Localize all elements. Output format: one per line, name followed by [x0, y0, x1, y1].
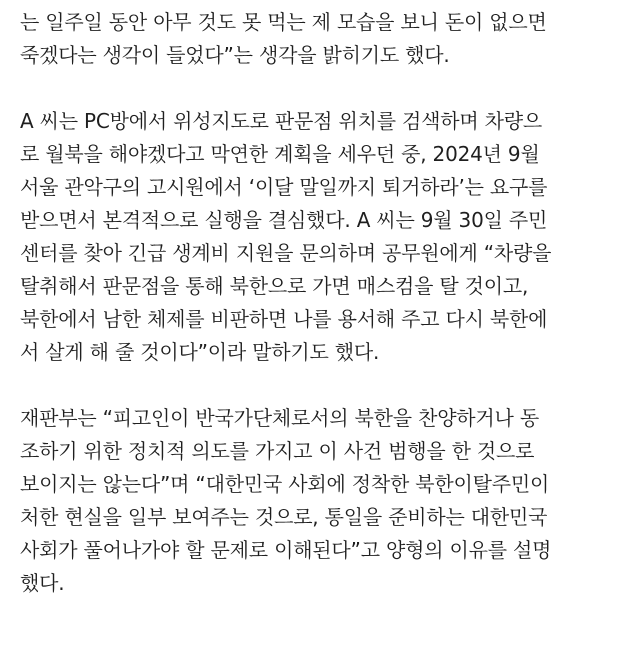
paragraph-line: A 씨는 PC방에서 위성지도로 판문점 위치를 검색하며 차량으	[20, 109, 542, 133]
paragraph-spacer	[20, 369, 622, 402]
paragraph-line: 처한 현실을 일부 보여주는 것으로, 통일을 준비하는 대한민국	[20, 505, 548, 529]
paragraph-line: 북한에서 남한 체제를 비판하면 나를 용서해 주고 다시 북한에	[20, 307, 548, 331]
paragraph-line: 탈취해서 판문점을 통해 북한으로 가면 매스컴을 탈 것이고,	[20, 274, 529, 298]
paragraph-line: 서울 관악구의 고시원에서 ‘이달 말일까지 퇴거하라’는 요구를	[20, 175, 548, 199]
paragraph-line: 센터를 찾아 긴급 생계비 지원을 문의하며 공무원에게 “차량을	[20, 241, 552, 265]
paragraph-spacer	[20, 72, 622, 105]
paragraph-line: 로 월북을 해야겠다고 막연한 계획을 세우던 중, 2024년 9월	[20, 142, 540, 166]
paragraph-line: 는 일주일 동안 아무 것도 못 먹는 제 모습을 보니 돈이 없으면	[20, 10, 547, 34]
paragraph-line: 사회가 풀어나가야 할 문제로 이해된다”고 양형의 이유를 설명	[20, 538, 552, 562]
paragraph-line: 죽겠다는 생각이 들었다”는 생각을 밝히기도 했다.	[20, 43, 450, 67]
paragraph-line: 했다.	[20, 571, 65, 595]
paragraph-line: 서 살게 해 줄 것이다”이라 말하기도 했다.	[20, 340, 380, 364]
paragraph-line: 재판부는 “피고인이 반국가단체로서의 북한을 찬양하거나 동	[20, 406, 539, 430]
paragraph-3	[20, 402, 622, 600]
paragraph-line: 받으면서 본격적으로 실행을 결심했다. A 씨는 9월 30일 주민	[20, 208, 548, 232]
paragraph-line: 보이지는 않는다”며 “대한민국 사회에 정착한 북한이탈주민이	[20, 472, 550, 496]
paragraph-2	[20, 105, 622, 369]
paragraph-1	[20, 6, 622, 72]
paragraph-line: 조하기 위한 정치적 의도를 가지고 이 사건 범행을 한 것으로	[20, 439, 535, 463]
